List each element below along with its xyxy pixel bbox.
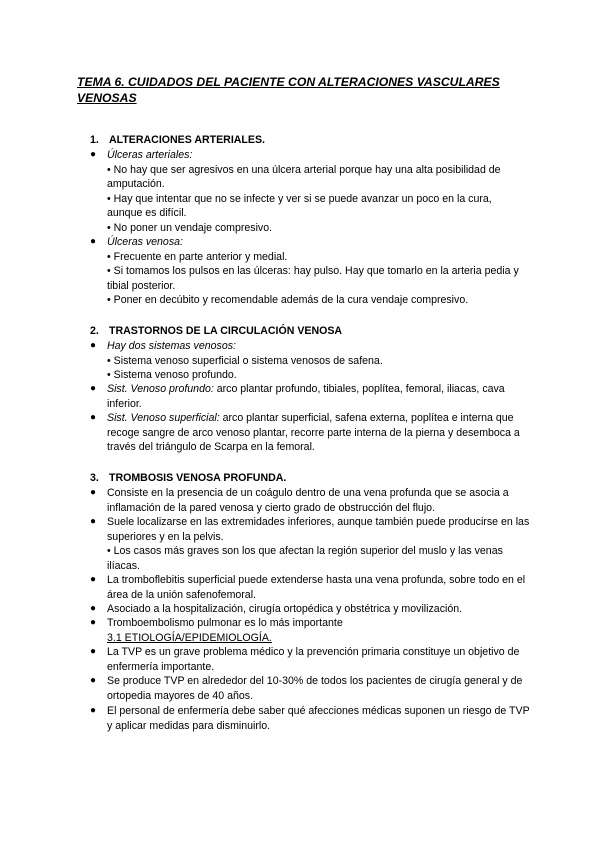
bullet-icon: ● [90, 603, 97, 614]
list-item [90, 616, 530, 645]
bullet-text: Asociado a la hospitalización, cirugía ortopédica y obstétrica y movilización. [107, 603, 463, 615]
sub-item: • Si tomamos los pulsos en las úlceras: hay pulso. Hay que tomarlo en la arteria pedia y tibial posterior. [107, 265, 519, 292]
bullet-text: El personal de enfermería debe saber qué afecciones médicas suponen un riesgo de TVP y aplicar medidas para disminuirlo. [107, 705, 530, 732]
bullet-text: La TVP es un grave problema médico y la prevención primaria constituye un objetivo de enfermería importante. [107, 646, 520, 673]
bullet-icon: ● [90, 705, 97, 716]
section-2-heading [90, 325, 342, 338]
bullet-icon: ● [90, 675, 97, 686]
list-item [90, 645, 530, 674]
bullet-icon: ● [90, 516, 97, 527]
bullet-icon: ● [90, 149, 97, 160]
list-item [90, 674, 530, 703]
list-item [90, 148, 530, 235]
section-1-heading [90, 134, 265, 147]
bullet-label: Hay dos sistemas venosos: [107, 340, 236, 352]
list-item [90, 573, 530, 602]
bullet-icon: ● [90, 340, 97, 351]
section-number: 2. [90, 325, 99, 337]
bullet-label: Sist. Venoso profundo: [107, 383, 214, 395]
section-3-heading [90, 472, 286, 485]
subsection-heading: 3.1 ETIOLOGÍA/EPIDEMIOLOGÍA. [107, 631, 272, 644]
sub-item: • Hay que intentar que no se infecte y ver si se puede avanzar un poco en la cura, aunque es difícil. [107, 192, 492, 219]
section-title: TROMBOSIS VENOSA PROFUNDA. [109, 472, 287, 484]
sub-item: • Poner en decúbito y recomendable además de la cura vendaje compresivo. [107, 294, 469, 306]
bullet-text: Tromboembolismo pulmonar es lo más importante [107, 617, 343, 629]
bullet-text: arco plantar profundo, tibiales, poplítea, femoral, iliacas, cava inferior. [107, 383, 505, 410]
bullet-icon: ● [90, 617, 97, 628]
bullet-text: Consiste en la presencia de un coágulo dentro de una vena profunda que se asocia a inflamación de la pared venosa y cierto grado de obstrucción del flujo. [107, 487, 509, 514]
bullet-label: Sist. Venoso superficial: [107, 412, 220, 424]
bullet-icon: ● [90, 236, 97, 247]
list-item [90, 486, 530, 515]
list-item [90, 704, 530, 733]
sub-item: • Frecuente en parte anterior y medial. [107, 250, 288, 263]
sub-item: • No hay que ser agresivos en una úlcera arterial porque hay una alta posibilidad de amputación. [107, 163, 501, 190]
list-item [90, 235, 530, 308]
bullet-icon: ● [90, 412, 97, 423]
list-item [90, 515, 530, 573]
section-number: 3. [90, 472, 99, 484]
bullet-text: La tromboflebitis superficial puede extenderse hasta una vena profunda, sobre todo en el área de la unión safenofemoral. [107, 574, 526, 601]
bullet-label: Úlceras arteriales: [107, 149, 193, 161]
bullet-text: arco plantar superficial, safena externa, poplítea e interna que recoge sangre de arco venoso plantar, recorre parte interna de la pierna y desemboca a través del triángulo de Scarpa en la femoral. [107, 412, 520, 453]
list-item [90, 411, 530, 455]
section-number: 1. [90, 134, 99, 146]
bullet-icon: ● [90, 383, 97, 394]
sub-item: • Sistema venoso superficial o sistema venosos de safena. [107, 354, 383, 367]
document-title: TEMA 6. CUIDADOS DEL PACIENTE CON ALTERACIONES VASCULARES VENOSAS [77, 75, 500, 105]
list-item [90, 339, 530, 383]
sub-item: • Los casos más graves son los que afectan la región superior del muslo y las venas ilíacas. [107, 545, 503, 572]
bullet-text: Se produce TVP en alrededor del 10-30% de todos los pacientes de cirugía general y de ortopedia mayores de 40 años. [107, 675, 523, 702]
sub-item: • No poner un vendaje compresivo. [107, 221, 273, 234]
list-item [90, 382, 530, 411]
list-item [90, 602, 530, 617]
bullet-text: Suele localizarse en las extremidades inferiores, aunque también puede producirse en las superiores y en la pelvis. [107, 516, 530, 543]
sub-item: • Sistema venoso profundo. [107, 369, 237, 381]
bullet-label: Úlceras venosa: [107, 236, 183, 248]
bullet-icon: ● [90, 646, 97, 657]
section-title: TRASTORNOS DE LA CIRCULACIÓN VENOSA [109, 325, 343, 337]
bullet-icon: ● [90, 487, 97, 498]
section-title: ALTERACIONES ARTERIALES. [109, 134, 265, 146]
bullet-icon: ● [90, 574, 97, 585]
